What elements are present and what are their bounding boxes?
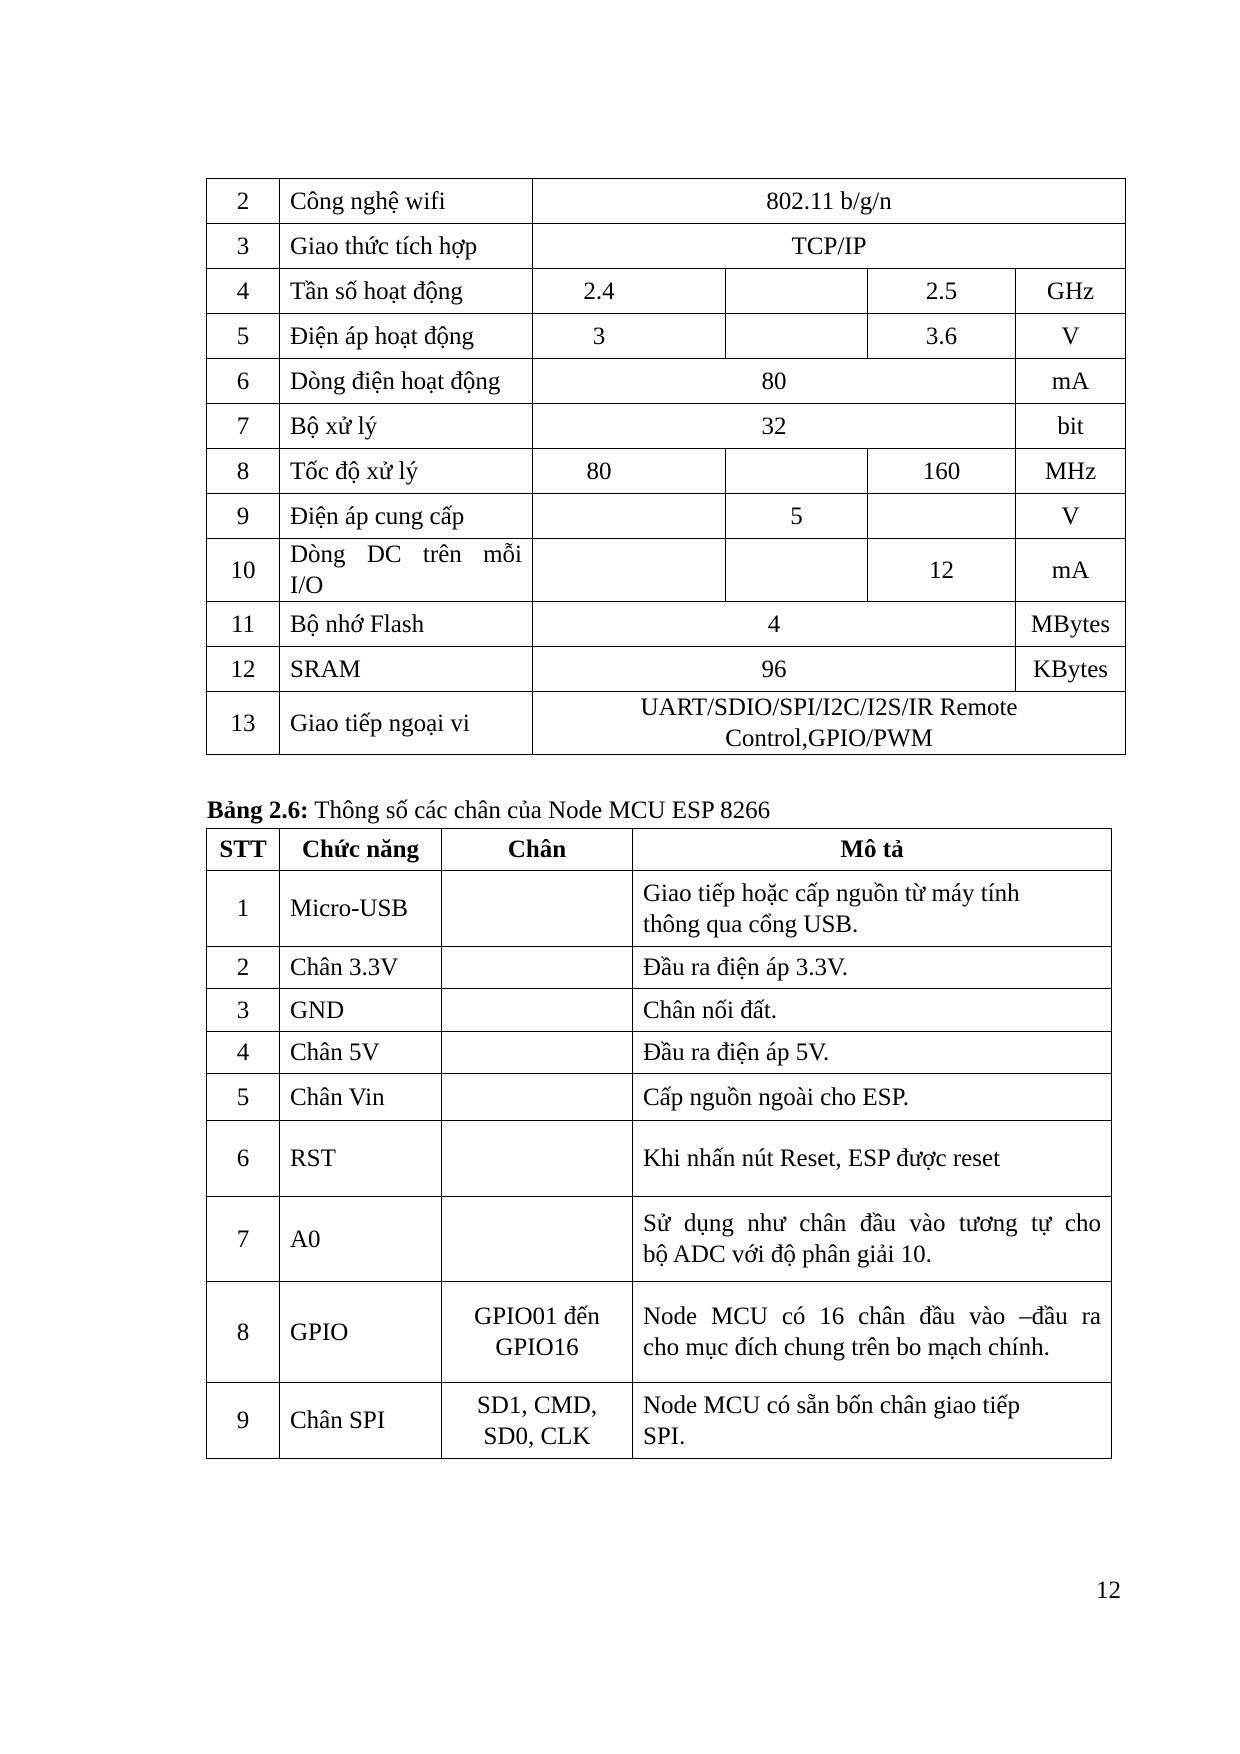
table-row: [207, 1197, 1112, 1282]
param-line: Dòng DC trên mỗi: [290, 541, 522, 568]
pin-line: SD1, CMD,: [476, 1391, 598, 1419]
value-cell: 802.11 b/g/n: [533, 179, 1126, 224]
description-cell: [633, 1383, 1112, 1459]
stt-cell: 2: [207, 947, 280, 989]
stt-cell: 4: [207, 269, 280, 314]
header-function: Chức năng: [280, 829, 442, 871]
function-cell: GND: [280, 989, 442, 1032]
table-row: [207, 1121, 1112, 1197]
unit-cell: MBytes: [1016, 602, 1126, 647]
param-cell: Bộ xử lý: [280, 404, 533, 449]
stt-cell: 7: [207, 1197, 280, 1282]
unit-cell: mA: [1016, 359, 1126, 404]
param-cell: Bộ nhớ Flash: [280, 602, 533, 647]
typ-cell: 5: [726, 494, 868, 539]
function-cell: Chân 5V: [280, 1032, 442, 1074]
stt-cell: 9: [207, 494, 280, 539]
header-description: Mô tả: [633, 829, 1112, 871]
unit-cell: bit: [1016, 404, 1126, 449]
pin-cell: [442, 1197, 633, 1282]
table-row: [207, 539, 1126, 602]
desc-line: Giao tiếp hoặc cấp nguồn từ máy tính: [643, 879, 1020, 907]
table-row: [207, 871, 1112, 947]
table-row: [207, 449, 1126, 494]
stt-cell: 6: [207, 359, 280, 404]
table-row: [207, 1074, 1112, 1121]
param-cell: Giao thức tích hợp: [280, 224, 533, 269]
desc-line: Cấp nguồn ngoài cho ESP.: [643, 1083, 909, 1111]
pin-line: GPIO01 đến: [474, 1303, 600, 1330]
description-cell: [633, 989, 1112, 1032]
stt-cell: 7: [207, 404, 280, 449]
value-cell: [533, 692, 1126, 755]
stt-cell: 4: [207, 1032, 280, 1074]
max-cell: 160: [868, 449, 1016, 494]
min-cell: 2.4: [533, 269, 726, 314]
desc-line: thông qua cổng USB.: [643, 910, 859, 938]
unit-cell: KBytes: [1016, 647, 1126, 692]
desc-line: cho mục đích chung trên bo mạch chính.: [643, 1334, 1050, 1361]
table-row: [207, 494, 1126, 539]
param-cell: Điện áp cung cấp: [280, 494, 533, 539]
unit-cell: MHz: [1016, 449, 1126, 494]
description-cell: [633, 1282, 1112, 1383]
pin-cell: [442, 1282, 633, 1383]
unit-cell: mA: [1016, 539, 1126, 602]
function-cell: Micro-USB: [280, 871, 442, 947]
pin-cell: [442, 947, 633, 989]
desc-line: Sử dụng như chân đầu vào tương tự cho: [643, 1210, 1101, 1237]
function-cell: Chân Vin: [280, 1074, 442, 1121]
function-cell: Chân 3.3V: [280, 947, 442, 989]
param-cell: Điện áp hoạt động: [280, 314, 533, 359]
table-header-row: [207, 829, 1112, 871]
table-row: [207, 692, 1126, 755]
param-cell: Tốc độ xử lý: [280, 449, 533, 494]
table-row: [207, 224, 1126, 269]
param-cell: [280, 539, 533, 602]
table-row: [207, 314, 1126, 359]
table-row: [207, 647, 1126, 692]
description-cell: [633, 871, 1112, 947]
description-cell: [633, 1121, 1112, 1197]
desc-line: SPI.: [643, 1422, 686, 1450]
typ-cell: [726, 314, 868, 359]
desc-line: Node MCU có sẵn bốn chân giao tiếp: [643, 1391, 1021, 1419]
pin-line: SD0, CLK: [483, 1422, 591, 1450]
table-row: [207, 404, 1126, 449]
description-cell: [633, 1032, 1112, 1074]
param-cell: SRAM: [280, 647, 533, 692]
pin-cell: [442, 871, 633, 947]
stt-cell: 2: [207, 179, 280, 224]
desc-line: Chân nối đất.: [643, 996, 778, 1024]
value-cell: 4: [533, 602, 1016, 647]
stt-cell: 13: [207, 692, 280, 755]
spec-table: [206, 178, 1126, 755]
max-cell: 2.5: [868, 269, 1016, 314]
unit-cell: GHz: [1016, 269, 1126, 314]
param-line: I/O: [290, 572, 324, 599]
param-cell: Giao tiếp ngoại vi: [280, 692, 533, 755]
stt-cell: 8: [207, 1282, 280, 1383]
pin-cell: [442, 1383, 633, 1459]
description-cell: [633, 1197, 1112, 1282]
table-row: [207, 359, 1126, 404]
table-row: [207, 947, 1112, 989]
table-row: [207, 1383, 1112, 1459]
function-cell: RST: [280, 1121, 442, 1197]
caption-text: Thông số các chân của Node MCU ESP 8266: [308, 797, 771, 824]
min-cell: [533, 494, 726, 539]
table-row: [207, 602, 1126, 647]
unit-cell: V: [1016, 314, 1126, 359]
header-pin: Chân: [442, 829, 633, 871]
stt-cell: 8: [207, 449, 280, 494]
value-cell: TCP/IP: [533, 224, 1126, 269]
min-cell: 80: [533, 449, 726, 494]
table-caption: [207, 796, 770, 826]
stt-cell: 1: [207, 871, 280, 947]
stt-cell: 5: [207, 314, 280, 359]
param-cell: Công nghệ wifi: [280, 179, 533, 224]
description-cell: [633, 1074, 1112, 1121]
pin-cell: [442, 989, 633, 1032]
pin-cell: [442, 1032, 633, 1074]
pin-cell: [442, 1074, 633, 1121]
stt-cell: 11: [207, 602, 280, 647]
min-cell: 3: [533, 314, 726, 359]
max-cell: 12: [868, 539, 1016, 602]
value-cell: 32: [533, 404, 1016, 449]
table-row: [207, 1282, 1112, 1383]
min-cell: [533, 539, 726, 602]
value-line: UART/SDIO/SPI/I2C/I2S/IR Remote: [640, 694, 1018, 721]
page-number: 12: [1096, 1577, 1121, 1604]
stt-cell: 12: [207, 647, 280, 692]
function-cell: Chân SPI: [280, 1383, 442, 1459]
function-cell: GPIO: [280, 1282, 442, 1383]
stt-cell: 9: [207, 1383, 280, 1459]
max-cell: [868, 494, 1016, 539]
typ-cell: [726, 449, 868, 494]
table-row: [207, 989, 1112, 1032]
desc-line: Khi nhấn nút Reset, ESP được reset: [643, 1145, 1001, 1172]
stt-cell: 3: [207, 224, 280, 269]
typ-cell: [726, 269, 868, 314]
function-cell: A0: [280, 1197, 442, 1282]
pin-line: GPIO16: [495, 1334, 579, 1361]
unit-cell: V: [1016, 494, 1126, 539]
header-stt: STT: [207, 829, 280, 871]
table-row: [207, 1032, 1112, 1074]
value-line: Control,GPIO/PWM: [725, 725, 933, 752]
caption-label: Bảng 2.6:: [207, 797, 309, 824]
desc-line: bộ ADC với độ phân giải 10.: [643, 1241, 932, 1268]
desc-line: Đầu ra điện áp 5V.: [643, 1039, 830, 1066]
typ-cell: [726, 539, 868, 602]
table-row: [207, 269, 1126, 314]
param-cell: Tần số hoạt động: [280, 269, 533, 314]
stt-cell: 10: [207, 539, 280, 602]
desc-line: Đầu ra điện áp 3.3V.: [643, 954, 849, 981]
pin-cell: [442, 1121, 633, 1197]
max-cell: 3.6: [868, 314, 1016, 359]
stt-cell: 5: [207, 1074, 280, 1121]
stt-cell: 6: [207, 1121, 280, 1197]
table-row: [207, 179, 1126, 224]
value-cell: 80: [533, 359, 1016, 404]
stt-cell: 3: [207, 989, 280, 1032]
param-cell: Dòng điện hoạt động: [280, 359, 533, 404]
desc-line: Node MCU có 16 chân đầu vào –đầu ra: [643, 1303, 1101, 1330]
value-cell: 96: [533, 647, 1016, 692]
description-cell: [633, 947, 1112, 989]
pin-table: [206, 828, 1112, 1459]
